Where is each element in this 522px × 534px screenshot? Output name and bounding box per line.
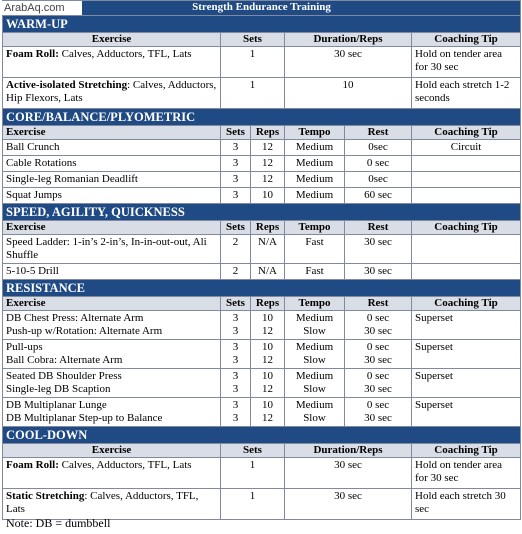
reps-cell: 10 12 bbox=[251, 398, 285, 427]
rest-cell: 0sec bbox=[345, 140, 412, 156]
col-exercise: Exercise bbox=[3, 297, 221, 311]
sets-cell: 3 3 bbox=[221, 340, 251, 369]
exercise-label: Foam Roll: bbox=[6, 48, 59, 60]
tempo-cell: Medium Slow bbox=[285, 340, 345, 369]
reps-cell: N/A bbox=[251, 235, 285, 264]
table-row bbox=[3, 140, 521, 156]
tip-cell bbox=[412, 235, 521, 264]
reps-cell: N/A bbox=[251, 264, 285, 280]
col-exercise: Exercise bbox=[3, 444, 221, 458]
col-duration: Duration/Reps bbox=[285, 33, 412, 47]
table-row bbox=[3, 172, 521, 188]
exercise-label: Active-isolated Stretching bbox=[6, 79, 128, 91]
duration-cell: 30 sec bbox=[285, 47, 412, 78]
watermark: ArabAq.com bbox=[2, 1, 82, 15]
training-table bbox=[2, 0, 521, 520]
exercise-cell: Ball Crunch bbox=[3, 140, 221, 156]
col-reps: Reps bbox=[251, 297, 285, 311]
section-resistance: RESISTANCE bbox=[3, 280, 521, 297]
col-sets: Sets bbox=[221, 33, 285, 47]
reps-cell: 12 bbox=[251, 140, 285, 156]
tempo-cell: Medium bbox=[285, 188, 345, 204]
table-row bbox=[3, 489, 521, 520]
exercise-cell: Pull-ups Ball Cobra: Alternate Arm bbox=[3, 340, 221, 369]
col-rest: Rest bbox=[345, 221, 412, 235]
tip-cell: Hold on tender area for 30 sec bbox=[412, 47, 521, 78]
exercise-cell: Cable Rotations bbox=[3, 156, 221, 172]
table-row bbox=[3, 156, 521, 172]
col-tempo: Tempo bbox=[285, 297, 345, 311]
duration-cell: 30 sec bbox=[285, 458, 412, 489]
col-sets: Sets bbox=[221, 126, 251, 140]
sets-cell: 3 bbox=[221, 156, 251, 172]
header-row bbox=[3, 126, 521, 140]
exercise-cell: Seated DB Shoulder Press Single-leg DB Scaption bbox=[3, 369, 221, 398]
header-row bbox=[3, 444, 521, 458]
tempo-cell: Fast bbox=[285, 235, 345, 264]
col-reps: Reps bbox=[251, 126, 285, 140]
col-sets: Sets bbox=[221, 444, 285, 458]
exercise-detail: : Calves, Adductors, TFL, Lats bbox=[6, 490, 199, 515]
tempo-cell: Medium bbox=[285, 172, 345, 188]
tempo-cell: Medium Slow bbox=[285, 398, 345, 427]
table-row bbox=[3, 264, 521, 280]
sets-cell: 3 bbox=[221, 188, 251, 204]
sets-cell: 3 bbox=[221, 140, 251, 156]
col-sets: Sets bbox=[221, 297, 251, 311]
reps-cell: 10 12 bbox=[251, 369, 285, 398]
sets-cell: 1 bbox=[221, 458, 285, 489]
reps-cell: 10 12 bbox=[251, 340, 285, 369]
rest-cell: 30 sec bbox=[345, 235, 412, 264]
tip-cell bbox=[412, 264, 521, 280]
section-core: CORE/BALANCE/PLYOMETRIC bbox=[3, 109, 521, 126]
sets-cell: 1 bbox=[221, 78, 285, 109]
rest-cell: 0sec bbox=[345, 172, 412, 188]
duration-cell: 30 sec bbox=[285, 489, 412, 520]
col-tip: Coaching Tip bbox=[412, 221, 521, 235]
superset-row bbox=[3, 340, 521, 369]
section-saq: SPEED, AGILITY, QUICKNESS bbox=[3, 204, 521, 221]
tip-cell: Superset bbox=[412, 398, 521, 427]
exercise-cell: DB Chest Press: Alternate Arm Push-up w/Rotation: Alternate Arm bbox=[3, 311, 221, 340]
table-row bbox=[3, 458, 521, 489]
exercise-cell: Speed Ladder: 1-in’s 2-in’s, In-in-out-out, Ali Shuffle bbox=[3, 235, 221, 264]
exercise-detail: Calves, Adductors, TFL, Lats bbox=[58, 459, 192, 471]
reps-cell: 10 12 bbox=[251, 311, 285, 340]
sets-cell: 3 bbox=[221, 172, 251, 188]
exercise-cell: Single-leg Romanian Deadlift bbox=[3, 172, 221, 188]
sets-cell: 2 bbox=[221, 264, 251, 280]
col-tip: Coaching Tip bbox=[412, 126, 521, 140]
reps-cell: 12 bbox=[251, 156, 285, 172]
exercise-detail: Calves, Adductors, TFL, Lats bbox=[58, 48, 192, 60]
rest-cell: 0 sec 30 sec bbox=[345, 369, 412, 398]
tempo-cell: Medium Slow bbox=[285, 369, 345, 398]
reps-cell: 12 bbox=[251, 172, 285, 188]
superset-row bbox=[3, 398, 521, 427]
sets-cell: 1 bbox=[221, 489, 285, 520]
col-exercise: Exercise bbox=[3, 221, 221, 235]
rest-cell: 60 sec bbox=[345, 188, 412, 204]
tip-cell: Superset bbox=[412, 311, 521, 340]
header-row bbox=[3, 221, 521, 235]
rest-cell: 0 sec 30 sec bbox=[345, 340, 412, 369]
header-row bbox=[3, 297, 521, 311]
col-tempo: Tempo bbox=[285, 126, 345, 140]
table-row bbox=[3, 188, 521, 204]
exercise-cell: Squat Jumps bbox=[3, 188, 221, 204]
col-duration: Duration/Reps bbox=[285, 444, 412, 458]
col-tip: Coaching Tip bbox=[412, 444, 521, 458]
sets-cell: 3 3 bbox=[221, 311, 251, 340]
tempo-cell: Medium bbox=[285, 156, 345, 172]
superset-row bbox=[3, 369, 521, 398]
col-tip: Coaching Tip bbox=[412, 33, 521, 47]
tempo-cell: Medium bbox=[285, 140, 345, 156]
duration-cell: 10 bbox=[285, 78, 412, 109]
header-row bbox=[3, 33, 521, 47]
sets-cell: 3 3 bbox=[221, 398, 251, 427]
col-exercise: Exercise bbox=[3, 33, 221, 47]
superset-row bbox=[3, 311, 521, 340]
exercise-cell: 5-10-5 Drill bbox=[3, 264, 221, 280]
sets-cell: 1 bbox=[221, 47, 285, 78]
exercise-label: Static Stretching bbox=[6, 490, 85, 502]
exercise-cell: DB Multiplanar Lunge DB Multiplanar Step-up to Balance bbox=[3, 398, 221, 427]
tip-cell: Superset bbox=[412, 369, 521, 398]
rest-cell: 0 sec 30 sec bbox=[345, 311, 412, 340]
tip-cell: Hold each stretch 1-2 seconds bbox=[412, 78, 521, 109]
tempo-cell: Medium Slow bbox=[285, 311, 345, 340]
exercise-detail: : Calves, Adductors, Hip Flexors, Lats bbox=[6, 79, 217, 104]
tip-cell bbox=[412, 156, 521, 172]
col-tempo: Tempo bbox=[285, 221, 345, 235]
rest-cell: 30 sec bbox=[345, 264, 412, 280]
col-rest: Rest bbox=[345, 126, 412, 140]
reps-cell: 10 bbox=[251, 188, 285, 204]
table-row bbox=[3, 235, 521, 264]
rest-cell: 0 sec bbox=[345, 156, 412, 172]
tip-cell bbox=[412, 172, 521, 188]
section-warmup: WARM-UP bbox=[3, 16, 521, 33]
col-rest: Rest bbox=[345, 297, 412, 311]
rest-cell: 0 sec 30 sec bbox=[345, 398, 412, 427]
section-cooldown: COOL-DOWN bbox=[3, 427, 521, 444]
tip-cell: Hold on tender area for 30 sec bbox=[412, 458, 521, 489]
sets-cell: 2 bbox=[221, 235, 251, 264]
table-title: Strength Endurance Training bbox=[3, 1, 521, 16]
col-reps: Reps bbox=[251, 221, 285, 235]
tip-cell: Circuit bbox=[412, 140, 521, 156]
tip-cell: Hold each stretch 30 sec bbox=[412, 489, 521, 520]
tip-cell: Superset bbox=[412, 340, 521, 369]
tip-cell bbox=[412, 188, 521, 204]
col-tip: Coaching Tip bbox=[412, 297, 521, 311]
table-row bbox=[3, 47, 521, 78]
exercise-label: Foam Roll: bbox=[6, 459, 59, 471]
tempo-cell: Fast bbox=[285, 264, 345, 280]
table-row bbox=[3, 78, 521, 109]
col-sets: Sets bbox=[221, 221, 251, 235]
footnote: Note: DB = dumbbell bbox=[6, 516, 111, 530]
sets-cell: 3 3 bbox=[221, 369, 251, 398]
col-exercise: Exercise bbox=[3, 126, 221, 140]
